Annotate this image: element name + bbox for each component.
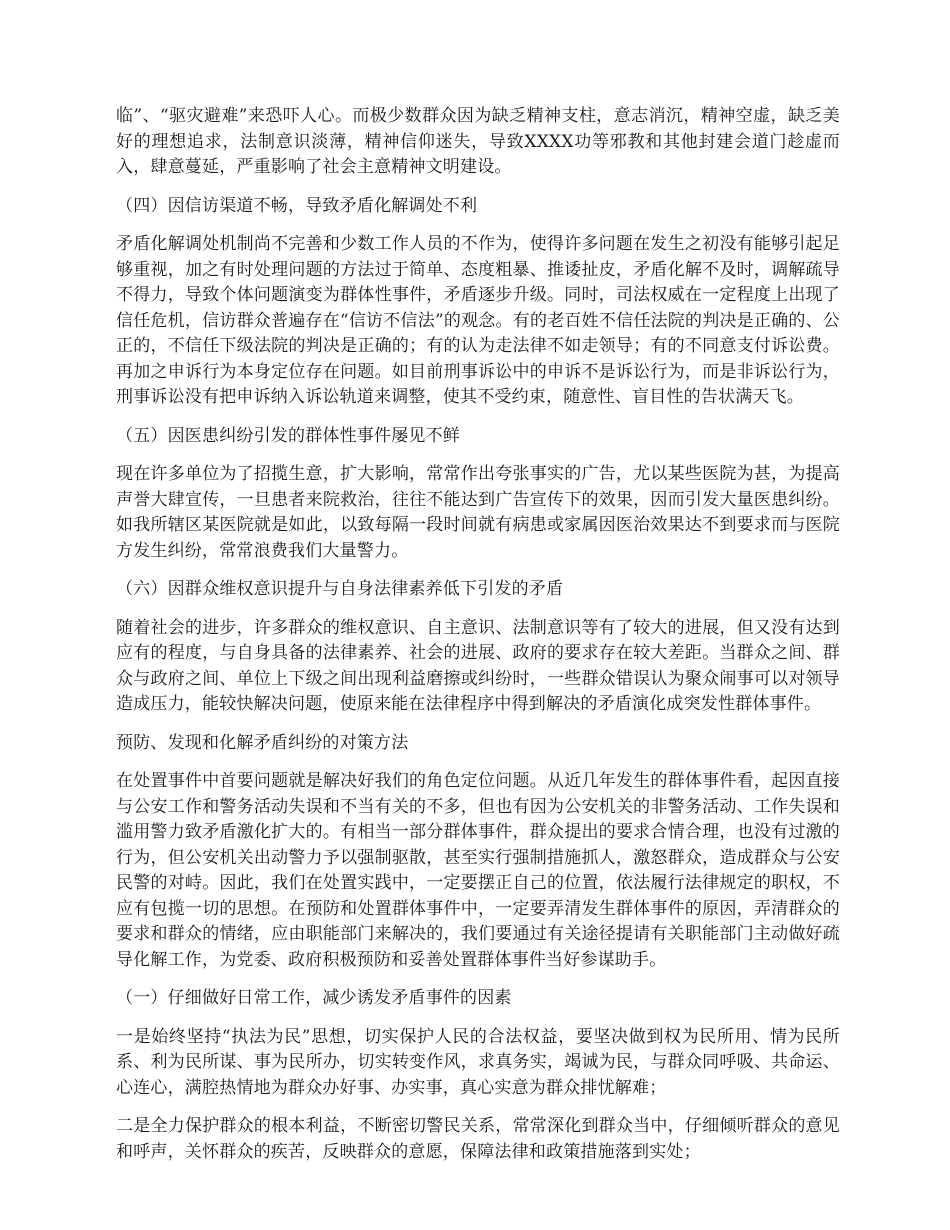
body-paragraph-2: 矛盾化解调处机制尚不完善和少数工作人员的不作为，使得许多问题在发生之初没有能够引起足够重视，加之有时处理问题的方法过于简单、态度粗暴、推诿扯皮，矛盾化解不及时，调解疏导不得力，导致个体问题演变为群体性事件，矛盾逐步升级。同时，司法权威在一定程度上出现了信任危机，信访群众普遍存在“信访不信法”的观念。有的老百姓不信任法院的判决是正确的、公正的，不信任下级法院的判决是正确的；有的认为走法律不如走领导；有的不同意支付诉讼费。再加之申诉行为本身定位存在问题。如目前刑事诉讼中的申诉不是诉讼行为，而是非诉讼行为，刑事诉讼没有把申诉纳入诉讼轨道来调整，使其不受约束，随意性、盲目性的告状满天飞。 xyxy=(116,234,840,407)
section-heading-6: （六）因群众维权意识提升与自身法律素养低下引发的矛盾 xyxy=(116,579,564,599)
section-heading-1: （一）仔细做好日常工作，减少诱发矛盾事件的因素 xyxy=(116,988,512,1008)
section-heading-4: （四）因信访渠道不畅，导致矛盾化解调处不利 xyxy=(116,195,478,216)
body-paragraph-6: 一是始终坚持“执法为民”思想，切实保护人民的合法权益，要坚决做到权为民所用、情为民所系、利为民所谋、事为民所办，切实转变作风，求真务实，竭诚为民，与群众同呼吸、共命运、心连心，满腔热情地为群众办好事、办实事，真心实意为群众排忧解难； xyxy=(116,1026,840,1098)
document-page xyxy=(116,104,840,1178)
body-paragraph-7: 二是全力保护群众的根本利益，不断密切警民关系，常常深化到群众当中，仔细倾听群众的意见和呼声，关怀群众的疾苦，反映群众的意愿，保障法律和政策措施落到实处； xyxy=(116,1116,840,1162)
body-paragraph-3: 现在许多单位为了招揽生意，扩大影响，常常作出夸张事实的广告，尤以某些医院为甚，为提高声誉大肆宣传，一旦患者来院救治，往往不能达到广告宣传下的效果，因而引发大量医患纠纷。如我所辖区某医院就是如此，以致每隔一段时间就有病患或家属因医治效果达不到要求而与医院方发生纠纷，常常浪费我们大量警力。 xyxy=(116,464,840,561)
body-paragraph-5: 在处置事件中首要问题就是解决好我们的角色定位问题。从近几年发生的群体事件看，起因直接与公安工作和警务活动失误和不当有关的不多，但也有因为公安机关的非警务活动、工作失误和滥用警力致矛盾激化扩大的。有相当一部分群体事件，群众提出的要求合情合理，也没有过激的行为，但公安机关出动警力予以强制驱散，甚至实行强制措施抓人，激怒群众，造成群众与公安民警的对峙。因此，我们在处置实践中，一定要摆正自己的位置，依法履行法律规定的职权，不应有包揽一切的思想。在预防和处置群体事件中，一定要弄清发生群体事件的原因，弄清群众的要求和群众的情绪，应由职能部门来解决的，我们要通过有关途径提请有关职能部门主动做好疏导化解工作，为党委、政府积极预防和妥善处置群体事件当好参谋助手。 xyxy=(116,771,840,970)
body-paragraph-1: 临”、“驱灾避难”来恐吓人心。而极少数群众因为缺乏精神支柱，意志消沉，精神空虚，缺乏美好的理想追求，法制意识淡薄，精神信仰迷失，导致XXXX功等邪教和其他封建会道门趁虚而入，肆意蔓延，严重影响了社会主意精神文明建设。 xyxy=(116,106,840,177)
body-paragraph-4: 随着社会的进步，许多群众的维权意识、自主意识、法制意识等有了较大的进展，但又没有达到应有的程度，与自身具备的法律素养、社会的进展、政府的要求存在较大差距。当群众之间、群众与政府之间、单位上下级之间出现利益磨擦或纠纷时，一些群众错误认为聚众闹事可以对领导造成压力，能较快解决问题，使原来能在法律程序中得到解决的矛盾演化成突发性群体事件。 xyxy=(116,617,840,714)
section-heading-5: （五）因医患纠纷引发的群体性事件屡见不鲜 xyxy=(116,425,460,446)
section-heading-countermeasures: 预防、发现和化解矛盾纠纷的对策方法 xyxy=(116,732,409,753)
